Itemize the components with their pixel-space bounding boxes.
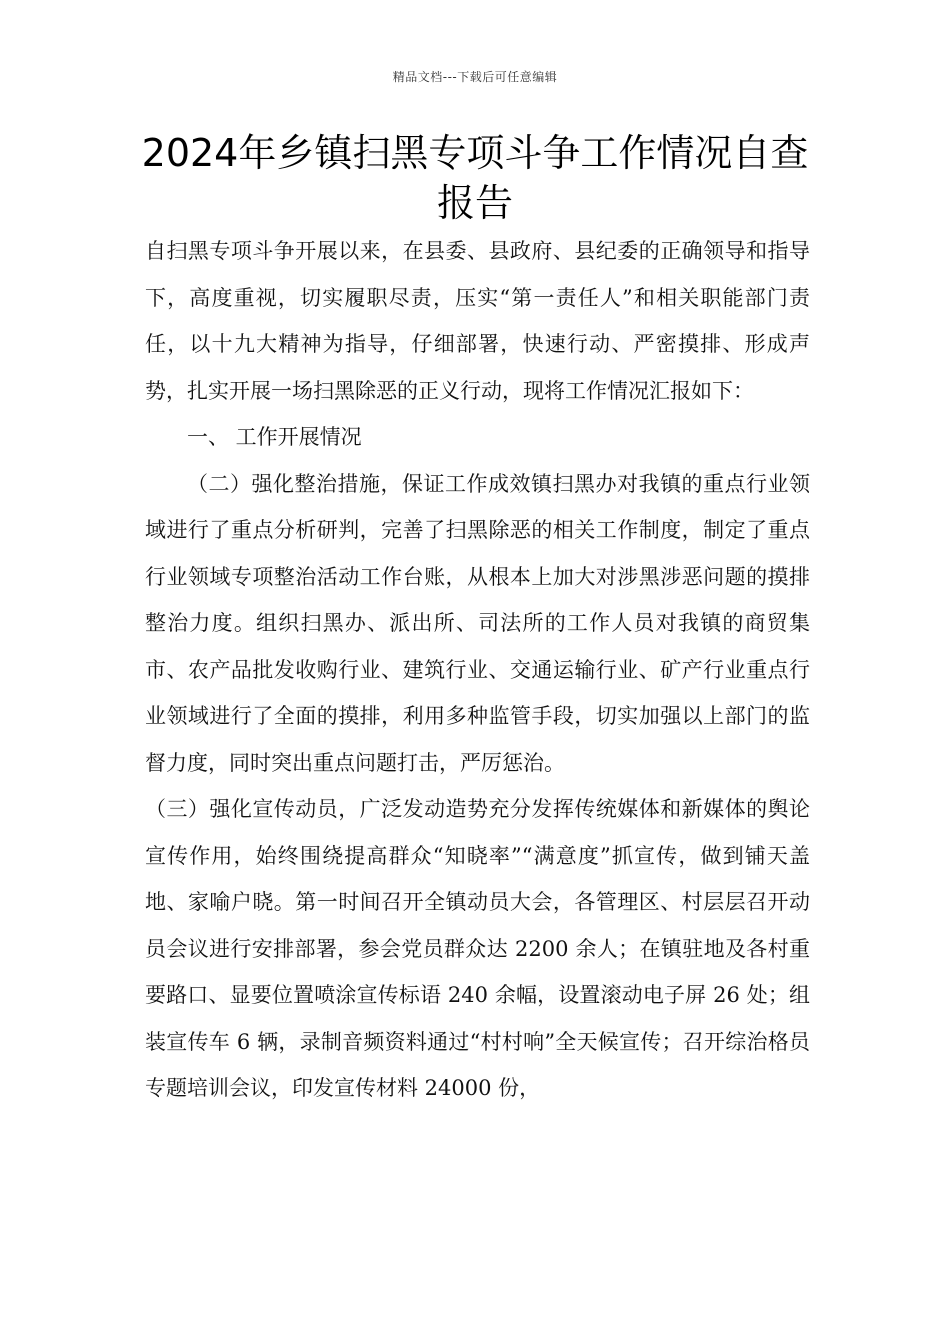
intro-paragraph: 自扫黑专项斗争开展以来，在县委、县政府、县纪委的正确领导和指导下，高度重视，切实履职尽责，压实“第一责任人”和相关职能部门责任，以十九大精神为指导，仔细部署，快速行动、严密摸排、形成声势，扎实开展一场扫黑除恶的正义行动，现将工作情况汇报如下： [145,239,810,403]
document-body [145,228,810,1112]
paragraph-publicity: （三）强化宣传动员，广泛发动造势充分发挥传统媒体和新媒体的舆论宣传作用，始终围绕提高群众“知晓率”“满意度”抓宣传，做到铺天盖地、家喻户晓。第一时间召开全镇动员大会，各管理区、村层层召开动员会议进行安排部署，参会党员群众达 2200 余人；在镇驻地及各村重要路口、显要位置喷涂宣传标语 240 余幅，设置滚动电子屏 26 处；组装宣传车 6 辆，录制音频资料通过“村村响”全天候宣传；召开综治格员专题培训会议，印发宣传材料 24000 份， [145,797,810,1100]
header-note: 精品文档---下载后可任意编辑 [392,70,558,84]
section-heading: 一、 工作开展情况 [187,425,362,449]
document-title: 2024年乡镇扫黑专项斗争工作情况自查报告 [141,131,809,225]
paragraph-rectification: （二）强化整治措施，保证工作成效镇扫黑办对我镇的重点行业领域进行了重点分析研判，完善了扫黑除恶的相关工作制度，制定了重点行业领域专项整治活动工作台账，从根本上加大对涉黑涉恶问题的摸排整治力度。组织扫黑办、派出所、司法所的工作人员对我镇的商贸集市、农产品批发收购行业、建筑行业、交通运输行业、矿产行业重点行业领域进行了全面的摸排，利用多种监管手段，切实加强以上部门的监督力度，同时突出重点问题打击，严厉惩治。 [145,471,810,775]
